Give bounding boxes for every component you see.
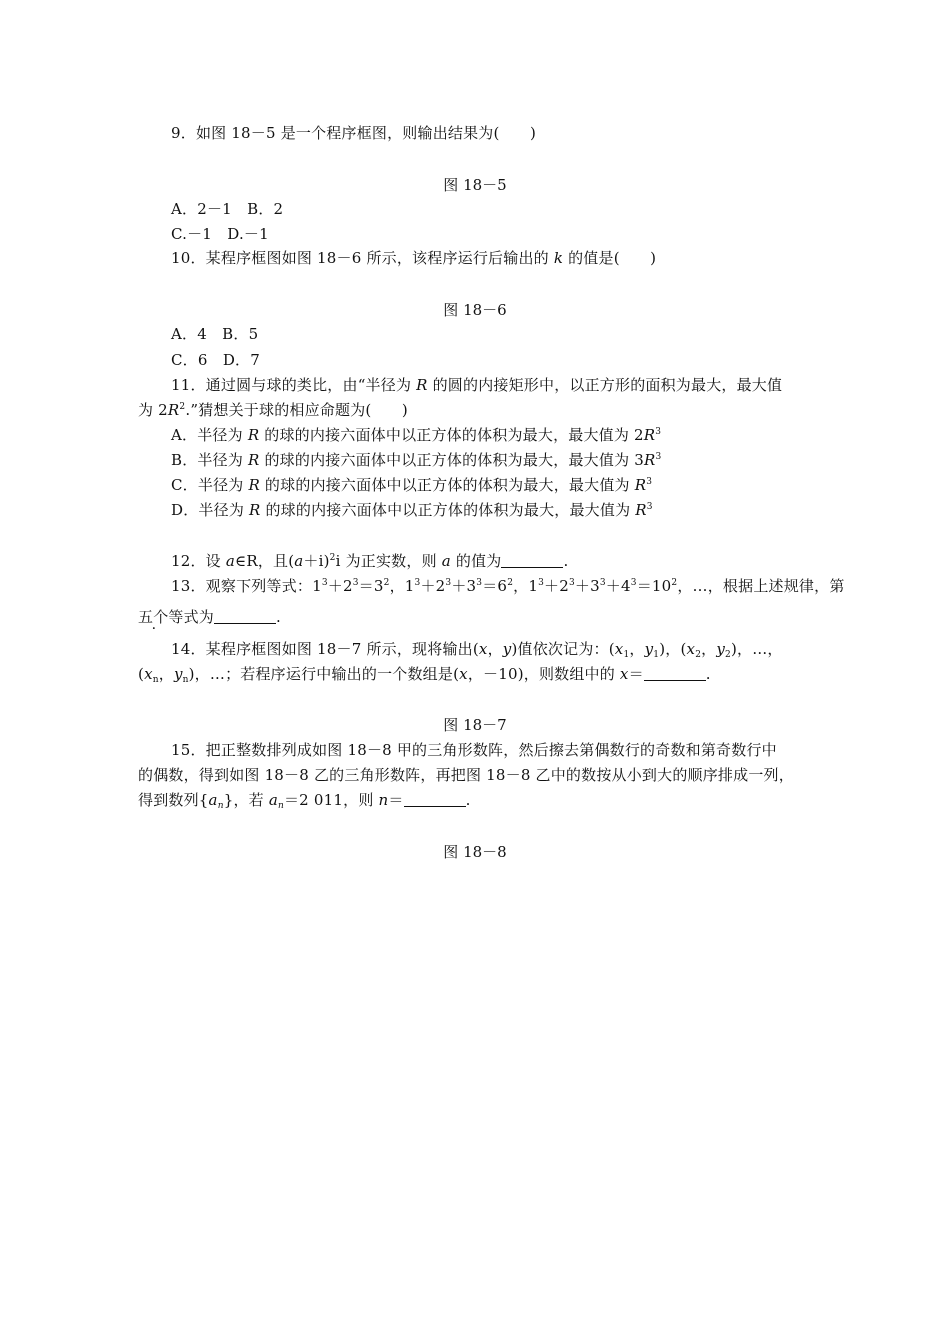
- answer-blank-15[interactable]: [404, 792, 466, 807]
- question-12: 12．设 a∈R，且$(a+i)^2i$ 为正实数，则 a 的值为 .: [171, 552, 569, 570]
- emphasis-dotted-text: 五个: [138, 608, 169, 626]
- figure-caption-18-5: 图 18－5: [443, 176, 507, 194]
- question-13-line2: 五个等式为 .: [138, 608, 281, 626]
- question-14-line1: 14．某程序框图如图 18－7 所示，现将输出(x，y)值依次记为：($x_1$，$y_1$)，($x_2$，$y_2$)，…，: [171, 640, 783, 660]
- answer-blank-12[interactable]: [501, 553, 563, 568]
- question-9-options-cd: C.－1 D.－1: [171, 225, 269, 243]
- figure-caption-18-7: 图 18－7: [443, 716, 507, 734]
- figure-caption-18-6: 图 18－6: [443, 301, 507, 319]
- question-11-option-d: D．半径为 R 的球的内接六面体中以正方体的体积为最大，最大值为 $R^3$: [171, 501, 653, 519]
- question-13-line1: 13．观察下列等式：$1^3+2^3=3^2$，$1^3+2^3+3^3=6^2$，$1^3+2^3+3^3+4^3=10^2$，…，根据上述规律，第: [171, 577, 845, 595]
- question-10-stem: 10．某程序框图如图 18－6 所示，该程序运行后输出的 k 的值是( ): [171, 249, 657, 267]
- question-11-stem-line1: 11．通过圆与球的类比，由“半径为 R 的圆的内接矩形中，以正方形的面积为最大，最大值: [171, 376, 783, 394]
- question-11-stem-line2: 为 $2R^2$.”猜想关于球的相应命题为( ): [138, 401, 408, 419]
- question-15-line3: 得到数列$\{a_n\}$，若 $a_n=2$ 011，则 n＝ .: [138, 791, 471, 811]
- question-14-line2: ($x_n$，$y_n$)，…；若程序运行中输出的一个数组是(x，－10)，则数组中的 x＝ .: [138, 665, 711, 685]
- question-11-option-c: C．半径为 R 的球的内接六面体中以正方体的体积为最大，最大值为 $R^3$: [171, 476, 653, 494]
- question-11-option-a: A．半径为 R 的球的内接六面体中以正方体的体积为最大，最大值为 $2R^3$: [171, 426, 662, 444]
- question-15-line1: 15．把正整数排列成如图 18－8 甲的三角形数阵，然后擦去第偶数行的奇数和第奇数行中: [171, 741, 777, 759]
- answer-blank-14[interactable]: [644, 666, 706, 681]
- figure-caption-18-8: 图 18－8: [443, 843, 507, 861]
- question-9-stem: 9．如图 18－5 是一个程序框图，则输出结果为( ): [171, 124, 537, 142]
- question-10-options-ab: A．4 B．5: [171, 325, 259, 343]
- answer-blank-13[interactable]: [214, 609, 276, 624]
- question-11-option-b: B．半径为 R 的球的内接六面体中以正方体的体积为最大，最大值为 $3R^3$: [171, 451, 662, 469]
- question-10-options-cd: C．6 D．7: [171, 351, 260, 369]
- question-15-line2: 的偶数，得到如图 18－8 乙的三角形数阵，再把图 18－8 乙中的数按从小到大的顺序排成一列，: [138, 766, 794, 784]
- question-9-options-ab: A．2－1 B．2: [171, 200, 284, 218]
